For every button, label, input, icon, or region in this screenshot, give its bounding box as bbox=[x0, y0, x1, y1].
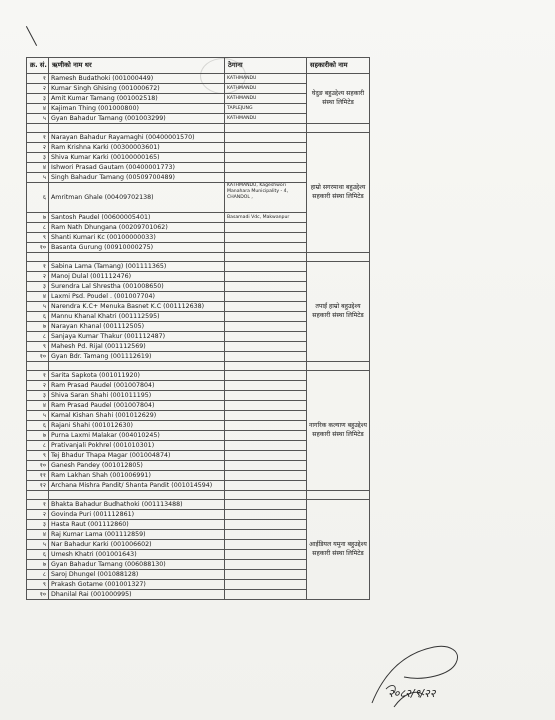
serial-number: ४ bbox=[27, 401, 49, 411]
empty-cell bbox=[27, 362, 49, 371]
borrower-address: KATHMANDU bbox=[225, 84, 307, 94]
serial-number: १ bbox=[27, 371, 49, 381]
borrower-address bbox=[225, 292, 307, 302]
serial-number: १ bbox=[27, 133, 49, 143]
serial-number: ३ bbox=[27, 94, 49, 104]
pen-mark bbox=[26, 26, 37, 46]
group-spacer-row bbox=[27, 124, 370, 133]
borrower-name: Narendra K.C+ Menuka Basnet K.C (001112638) bbox=[49, 302, 225, 312]
borrower-address bbox=[225, 401, 307, 411]
borrower-name: Santosh Paudel (00600005401) bbox=[49, 213, 225, 223]
signature-date: २०८२/९/२२ bbox=[388, 687, 436, 700]
borrower-name: Singh Bahadur Tamang (00509700489) bbox=[49, 173, 225, 183]
borrower-name: Rajani Shahi (001012630) bbox=[49, 421, 225, 431]
borrower-name: Kamal Kishan Shahi (001012629) bbox=[49, 411, 225, 421]
empty-cell bbox=[27, 124, 49, 133]
empty-cell bbox=[307, 253, 370, 262]
serial-number: १ bbox=[27, 500, 49, 510]
borrower-name: Narayan Khanal (001112505) bbox=[49, 322, 225, 332]
borrower-name: Ram Lakhan Shah (001006991) bbox=[49, 471, 225, 481]
group-spacer-row bbox=[27, 253, 370, 262]
empty-cell bbox=[49, 253, 225, 262]
borrower-name: Ram Krishna Karki (00300003601) bbox=[49, 143, 225, 153]
cooperative-name: हाम्रो सगरमाथा बहुउद्देश्य सहकारी संस्था लिमिटेड bbox=[307, 133, 370, 253]
serial-number: १ bbox=[27, 74, 49, 84]
borrower-address bbox=[225, 471, 307, 481]
borrower-name: Saroj Dhungel (001088128) bbox=[49, 570, 225, 580]
serial-number: ८ bbox=[27, 332, 49, 342]
borrower-address bbox=[225, 381, 307, 391]
borrower-name: Shanti Kumari Kc (00100000033) bbox=[49, 233, 225, 243]
borrower-address bbox=[225, 550, 307, 560]
borrower-address bbox=[225, 223, 307, 233]
serial-number: ६ bbox=[27, 550, 49, 560]
borrower-address bbox=[225, 371, 307, 381]
empty-cell bbox=[27, 491, 49, 500]
borrower-name: Sabina Lama (Tamang) (001111365) bbox=[49, 262, 225, 272]
borrower-name: Amritman Ghale (00409702138) bbox=[49, 183, 225, 213]
serial-number: ७ bbox=[27, 431, 49, 441]
empty-cell bbox=[307, 491, 370, 500]
serial-number: ३ bbox=[27, 282, 49, 292]
borrower-name: Prativanjali Pokhrel (001010301) bbox=[49, 441, 225, 451]
borrower-table bbox=[26, 57, 370, 600]
borrower-address: Basamadi Vdc, Makwanpur bbox=[225, 213, 307, 223]
borrower-name: Prakash Gotame (001001327) bbox=[49, 580, 225, 590]
serial-number: १० bbox=[27, 352, 49, 362]
borrower-address bbox=[225, 431, 307, 441]
borrower-name: Gyan Bdr. Tamang (001112619) bbox=[49, 352, 225, 362]
serial-number: ११ bbox=[27, 471, 49, 481]
borrower-address bbox=[225, 580, 307, 590]
borrower-address bbox=[225, 352, 307, 362]
serial-number: २ bbox=[27, 84, 49, 94]
serial-number: १० bbox=[27, 461, 49, 471]
borrower-address bbox=[225, 500, 307, 510]
borrower-address bbox=[225, 133, 307, 143]
group-spacer-row bbox=[27, 362, 370, 371]
empty-cell bbox=[49, 491, 225, 500]
header-address: ठेगाना bbox=[225, 58, 307, 74]
serial-number: ७ bbox=[27, 213, 49, 223]
borrower-name: Kumar Singh Ghising (001000672) bbox=[49, 84, 225, 94]
borrower-name: Bhakta Bahadur Budhathoki (001113488) bbox=[49, 500, 225, 510]
serial-number: ८ bbox=[27, 570, 49, 580]
serial-number: ४ bbox=[27, 163, 49, 173]
borrower-name: Govinda Puri (001112861) bbox=[49, 510, 225, 520]
borrower-name: Dhanilal Rai (001000995) bbox=[49, 590, 225, 600]
borrower-address bbox=[225, 560, 307, 570]
serial-number: १० bbox=[27, 243, 49, 253]
borrower-address bbox=[225, 461, 307, 471]
serial-number: ४ bbox=[27, 104, 49, 114]
serial-number: ५ bbox=[27, 114, 49, 124]
serial-number: ६ bbox=[27, 312, 49, 322]
borrower-name: Shiva Kumar Karki (00100000165) bbox=[49, 153, 225, 163]
serial-number: २ bbox=[27, 381, 49, 391]
borrower-name: Mannu Khanal Khatri (001112595) bbox=[49, 312, 225, 322]
borrower-name: Tej Bhadur Thapa Magar (001004874) bbox=[49, 451, 225, 461]
empty-cell bbox=[307, 362, 370, 371]
borrower-address bbox=[225, 520, 307, 530]
serial-number: १० bbox=[27, 590, 49, 600]
borrower-address: KATHMANDU bbox=[225, 94, 307, 104]
serial-number: ९ bbox=[27, 342, 49, 352]
borrower-address bbox=[225, 540, 307, 550]
serial-number: २ bbox=[27, 272, 49, 282]
borrower-name: Kajiman Thing (001000800) bbox=[49, 104, 225, 114]
borrower-address bbox=[225, 312, 307, 322]
serial-number: २ bbox=[27, 143, 49, 153]
serial-number: ४ bbox=[27, 292, 49, 302]
borrower-address: KATHMANDU, Kageshwori Manahara Municipality - 4, CHANDOL , bbox=[225, 183, 307, 213]
borrower-name: Purna Laxmi Malakar (004010245) bbox=[49, 431, 225, 441]
serial-number: ६ bbox=[27, 421, 49, 431]
borrower-name: Narayan Bahadur Rayamaghi (00400001570) bbox=[49, 133, 225, 143]
borrower-name: Ganesh Pandey (001012805) bbox=[49, 461, 225, 471]
group-spacer-row bbox=[27, 491, 370, 500]
borrower-name: Laxmi Psd. Poudel . (001007704) bbox=[49, 292, 225, 302]
serial-number: ९ bbox=[27, 580, 49, 590]
serial-number: ६ bbox=[27, 183, 49, 213]
serial-number: ३ bbox=[27, 153, 49, 163]
table-body bbox=[27, 74, 370, 600]
borrower-name: Archana Mishra Pandit/ Shanta Pandit (001014594) bbox=[49, 481, 225, 491]
serial-number: १ bbox=[27, 262, 49, 272]
empty-cell bbox=[49, 124, 225, 133]
table-row bbox=[27, 74, 370, 84]
borrower-address bbox=[225, 272, 307, 282]
borrower-name: Amit Kumar Tamang (001002518) bbox=[49, 94, 225, 104]
borrower-address bbox=[225, 143, 307, 153]
borrower-name: Sarita Sapkota (001011920) bbox=[49, 371, 225, 381]
borrower-name: Shiva Saran Shahi (001011195) bbox=[49, 391, 225, 401]
serial-number: ५ bbox=[27, 411, 49, 421]
borrower-address bbox=[225, 411, 307, 421]
borrower-name: Ram Prasad Paudel (001007804) bbox=[49, 381, 225, 391]
borrower-name: Ram Nath Dhungana (00209701062) bbox=[49, 223, 225, 233]
empty-cell bbox=[49, 362, 225, 371]
serial-number: ४ bbox=[27, 530, 49, 540]
borrower-address bbox=[225, 322, 307, 332]
table-row bbox=[27, 133, 370, 143]
empty-cell bbox=[27, 253, 49, 262]
borrower-name: Basanta Gurung (00910000275) bbox=[49, 243, 225, 253]
borrower-name: Ishwori Prasad Gautam (00400001773) bbox=[49, 163, 225, 173]
borrower-address bbox=[225, 153, 307, 163]
borrower-name: Manoj Dulal (001112476) bbox=[49, 272, 225, 282]
borrower-address bbox=[225, 332, 307, 342]
serial-number: २ bbox=[27, 510, 49, 520]
borrower-address bbox=[225, 441, 307, 451]
serial-number: ५ bbox=[27, 540, 49, 550]
empty-cell bbox=[225, 124, 307, 133]
serial-number: १२ bbox=[27, 481, 49, 491]
cooperative-name: तपाईं हाम्रो बहुउद्देश्य सहकारी संस्था लिमिटेड bbox=[307, 262, 370, 362]
table-row bbox=[27, 371, 370, 381]
borrower-address bbox=[225, 173, 307, 183]
borrower-address bbox=[225, 282, 307, 292]
borrower-address bbox=[225, 163, 307, 173]
borrower-address bbox=[225, 421, 307, 431]
borrower-name: Sanjaya Kumar Thakur (001112487) bbox=[49, 332, 225, 342]
header-sn: क्र. सं. bbox=[27, 58, 49, 74]
serial-number: ८ bbox=[27, 223, 49, 233]
borrower-name: Mahesh Pd. Rijal (001112569) bbox=[49, 342, 225, 352]
serial-number: ३ bbox=[27, 391, 49, 401]
borrower-name: Ram Prasad Paudel (001007804) bbox=[49, 401, 225, 411]
serial-number: ९ bbox=[27, 233, 49, 243]
cooperative-name: आईडियल यमुना बहुउद्देश्य सहकारी संस्था लिमिटेड bbox=[307, 500, 370, 600]
serial-number: ९ bbox=[27, 451, 49, 461]
borrower-address bbox=[225, 342, 307, 352]
borrower-address: KATHMANDU bbox=[225, 114, 307, 124]
cooperative-name: घेदुङ बहुउद्देश्य सहकारी संस्था लिमिटेड bbox=[307, 74, 370, 124]
header-name: ऋणीको नाम थर bbox=[49, 58, 225, 74]
borrower-address: KATHMANDU bbox=[225, 74, 307, 84]
borrower-name: Gyan Bahadur Tamang (006088130) bbox=[49, 560, 225, 570]
serial-number: ५ bbox=[27, 302, 49, 312]
borrower-address bbox=[225, 481, 307, 491]
serial-number: ८ bbox=[27, 441, 49, 451]
cooperative-name: नागरिक कल्याण बहुउद्देश्य सहकारी संस्था लिमिटेड bbox=[307, 371, 370, 491]
borrower-name: Nar Bahadur Karki (001006602) bbox=[49, 540, 225, 550]
table-row bbox=[27, 262, 370, 272]
borrower-name: Ramesh Budathoki (001000449) bbox=[49, 74, 225, 84]
serial-number: ३ bbox=[27, 520, 49, 530]
empty-cell bbox=[307, 124, 370, 133]
borrower-address bbox=[225, 243, 307, 253]
table-row bbox=[27, 500, 370, 510]
table-header-row bbox=[27, 58, 370, 74]
empty-cell bbox=[225, 253, 307, 262]
borrower-address bbox=[225, 530, 307, 540]
empty-cell bbox=[225, 362, 307, 371]
borrower-name: Umesh Khatri (001001643) bbox=[49, 550, 225, 560]
borrower-address bbox=[225, 391, 307, 401]
borrower-name: Gyan Bahadur Tamang (001003299) bbox=[49, 114, 225, 124]
borrower-address: TAPLEJUNG bbox=[225, 104, 307, 114]
serial-number: ७ bbox=[27, 560, 49, 570]
borrower-address bbox=[225, 570, 307, 580]
borrower-name: Raj Kumar Lama (001112859) bbox=[49, 530, 225, 540]
signature bbox=[364, 633, 474, 713]
serial-number: ७ bbox=[27, 322, 49, 332]
header-org: सहकारीको नाम bbox=[307, 58, 370, 74]
borrower-name: Hasta Raut (001112860) bbox=[49, 520, 225, 530]
borrower-address bbox=[225, 262, 307, 272]
borrower-address bbox=[225, 590, 307, 600]
borrower-address bbox=[225, 302, 307, 312]
borrower-address bbox=[225, 233, 307, 243]
empty-cell bbox=[225, 491, 307, 500]
borrower-name: Surendra Lal Shrestha (001008650) bbox=[49, 282, 225, 292]
borrower-address bbox=[225, 510, 307, 520]
borrower-address bbox=[225, 451, 307, 461]
serial-number: ५ bbox=[27, 173, 49, 183]
